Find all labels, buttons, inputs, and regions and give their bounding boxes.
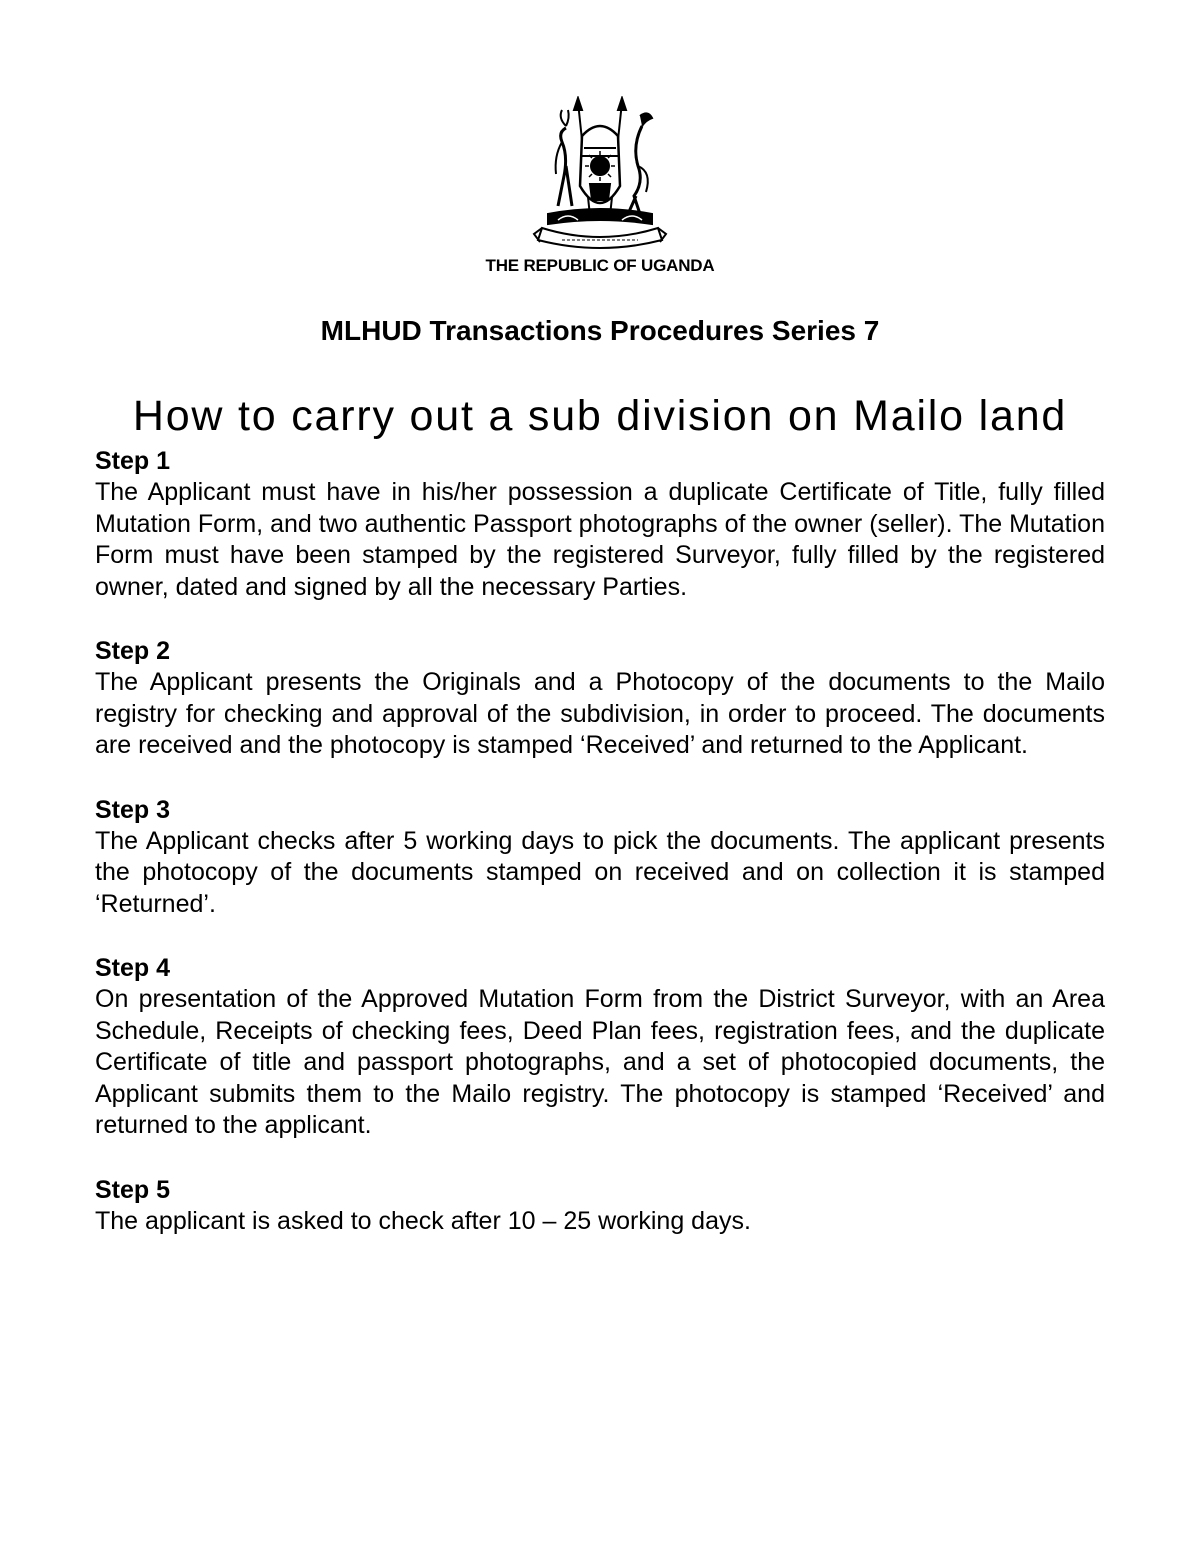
step-text: The applicant is asked to check after 10 – 25 working days. — [95, 1206, 751, 1235]
step-item — [95, 953, 1105, 1142]
step-item — [95, 446, 1105, 603]
uganda-coat-of-arms-icon — [528, 96, 672, 252]
steps-list — [95, 446, 1105, 1270]
step-heading: Step 3 — [95, 795, 171, 824]
step-item — [95, 636, 1105, 762]
step-text: The Applicant checks after 5 working days to pick the documents. The applicant presents the photocopy of the documents stamped on received and on collection it is stamped ‘Returned’. — [95, 826, 1105, 918]
step-item — [95, 795, 1105, 921]
step-text: The Applicant presents the Originals and a Photocopy of the documents to the Mailo registry for checking and approval of the subdivision, in order to proceed. The documents are received and the photocopy is stamped ‘Received’ and returned to the Applicant. — [95, 668, 1105, 759]
step-heading: Step 2 — [95, 637, 171, 665]
step-text: The Applicant must have in his/her possession a duplicate Certificate of Title, fully filled Mutation Form, and two authentic Passport photographs of the owner (seller). The Mutation Form must have been stamped by the registered Surveyor, fully filled by the registered owner, dated and signed by all the necessary Parties. — [95, 478, 1105, 601]
series-title: MLHUD Transactions Procedures Series 7 — [320, 315, 880, 346]
republic-heading: THE REPUBLIC OF UGANDA — [485, 256, 715, 275]
step-heading: Step 4 — [95, 954, 171, 982]
page-title: How to carry out a sub division on Mailo land — [132, 392, 1068, 440]
step-heading: Step 1 — [95, 447, 171, 475]
step-item — [95, 1175, 1105, 1238]
step-text: On presentation of the Approved Mutation Form from the District Surveyor, with an Area Schedule, Receipts of checking fees, Deed Plan fees, registration fees, and the duplicate Certificate of title and passport photographs, and a set of photocopied documents, the Applicant submits them to the Mailo registry. The photocopy is stamped ‘Received’ and returned to the applicant. — [95, 985, 1105, 1139]
step-heading: Step 5 — [95, 1175, 171, 1204]
